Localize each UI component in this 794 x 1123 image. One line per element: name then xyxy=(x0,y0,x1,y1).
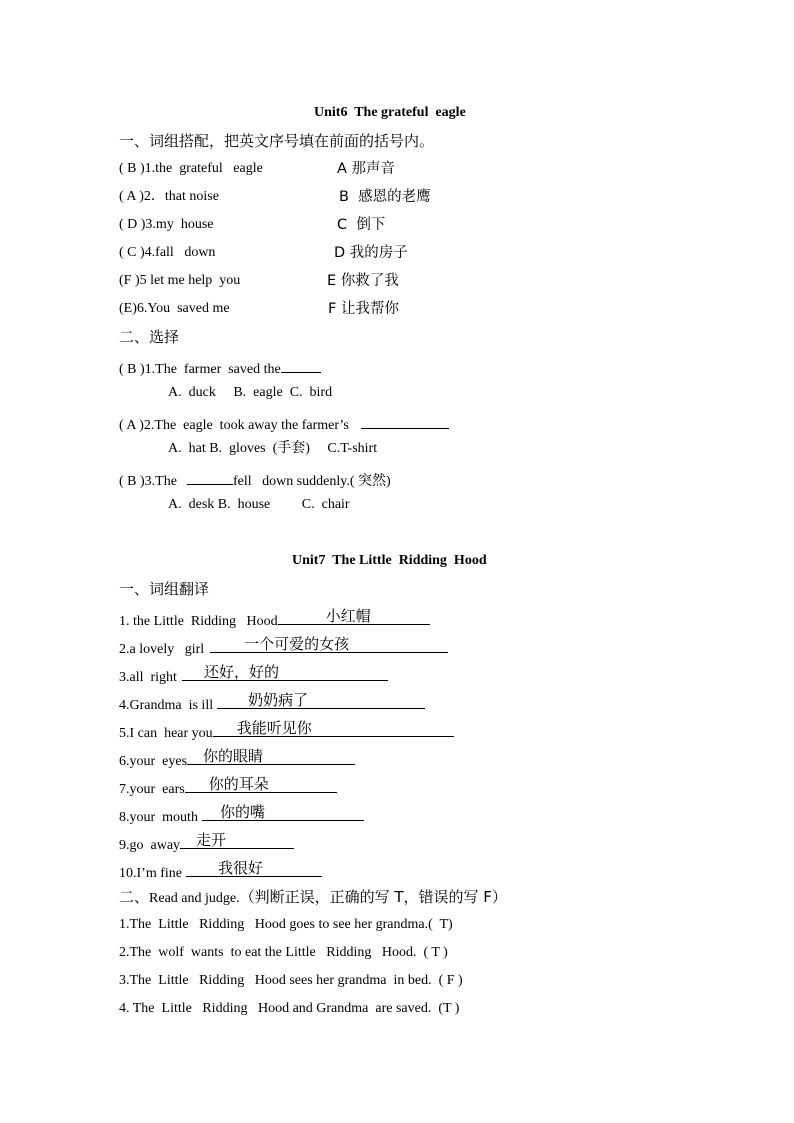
answer-text: 奶奶病了 xyxy=(248,691,309,709)
unit6-choice-q3-pre: ( B )3.The xyxy=(119,474,177,489)
unit7-translate-8 xyxy=(119,803,364,828)
answer-blank xyxy=(213,719,454,737)
unit7-translate-1 xyxy=(119,607,430,632)
answer-text: 你的嘴 xyxy=(219,803,265,821)
phrase-en: 5.I can hear you xyxy=(119,726,213,741)
phrase-en: 7.your ears xyxy=(119,782,185,797)
answer-blank xyxy=(361,411,449,429)
unit6-part1-heading: 一、词组搭配，把英文序号填在前面的括号内。 xyxy=(119,132,435,150)
unit6-choice-q2-options: A. hat B. gloves (手套) C.T-shirt xyxy=(168,441,378,456)
unit7-part1-heading: 一、词组翻译 xyxy=(119,580,210,598)
unit7-judge-1: 1.The Little Ridding Hood goes to see her grandma.( T) xyxy=(119,917,453,932)
answer-text: 小红帽 xyxy=(325,607,371,625)
unit6-match-cn-3: C 倒下 xyxy=(337,217,386,233)
answer-text: 你的耳朵 xyxy=(208,775,269,793)
unit7-translate-7 xyxy=(119,775,337,800)
unit7-judge-3: 3.The Little Ridding Hood sees her grandma in bed. ( F ) xyxy=(119,973,463,988)
unit6-match-cn-4: D 我的房子 xyxy=(334,245,408,261)
answer-blank xyxy=(186,859,322,877)
phrase-en: 6.your eyes xyxy=(119,754,188,769)
unit6-match-en-1: ( B )1.the grateful eagle xyxy=(119,161,263,176)
unit6-choice-q3 xyxy=(119,467,391,492)
answer-blank xyxy=(217,691,425,709)
answer-text: 你的眼睛 xyxy=(203,747,264,765)
unit7-translate-9 xyxy=(119,831,294,856)
unit7-translate-3 xyxy=(119,663,388,688)
unit6-choice-q1-text: ( B )1.The farmer saved the xyxy=(119,362,281,377)
unit6-choice-q3-options: A. desk B. house C. chair xyxy=(168,497,350,512)
answer-blank xyxy=(202,803,364,821)
unit7-judge-4: 4. The Little Ridding Hood and Grandma are saved. (T ) xyxy=(119,1001,460,1016)
unit7-part2-heading xyxy=(119,887,507,909)
unit7-translate-4 xyxy=(119,691,425,716)
answer-text: 我能听见你 xyxy=(236,719,312,737)
answer-blank xyxy=(278,607,430,625)
unit6-choice-q2 xyxy=(119,411,449,436)
answer-blank xyxy=(187,747,355,765)
unit6-match-cn-1: A 那声音 xyxy=(337,161,396,177)
unit7-translate-10 xyxy=(119,859,322,884)
answer-text: 还好，好的 xyxy=(203,663,279,681)
unit6-choice-q2-text: ( A )2.The eagle took away the farmer’s xyxy=(119,418,349,433)
unit7-judge-2: 2.The wolf wants to eat the Little Ridding Hood. ( T ) xyxy=(119,945,448,960)
answer-blank xyxy=(185,775,337,793)
unit6-match-en-5: (F )5 let me help you xyxy=(119,273,241,288)
unit6-match-en-4: ( C )4.fall down xyxy=(119,245,216,260)
unit6-choice-q1 xyxy=(119,355,321,380)
unit7-translate-2 xyxy=(119,635,448,660)
unit7-translate-5 xyxy=(119,719,454,744)
unit6-choice-q3-post: fell down suddenly.( 突然) xyxy=(232,474,391,489)
answer-blank xyxy=(210,635,448,653)
heading-number: 二、 xyxy=(119,888,150,906)
phrase-en: 9.go away xyxy=(119,838,181,853)
phrase-en: 1. the Little Ridding Hood xyxy=(119,614,278,629)
answer-blank xyxy=(281,355,321,373)
unit6-match-cn-2: B 感恩的老鹰 xyxy=(339,189,431,205)
unit6-match-en-3: ( D )3.my house xyxy=(119,217,214,232)
phrase-en: 4.Grandma is ill xyxy=(119,698,214,713)
unit6-match-cn-5: E 你救了我 xyxy=(327,273,399,289)
phrase-en: 10.I’m fine xyxy=(119,866,182,881)
unit7-title: Unit7 The Little Ridding Hood xyxy=(292,553,487,568)
answer-text: 走开 xyxy=(196,831,227,849)
phrase-en: 2.a lovely girl xyxy=(119,642,205,657)
answer-blank xyxy=(180,831,294,849)
phrase-en: 8.your mouth xyxy=(119,810,198,825)
answer-text: 一个可爱的女孩 xyxy=(244,635,350,653)
unit6-part2-heading: 二、选择 xyxy=(119,328,180,346)
answer-blank xyxy=(187,467,233,485)
unit6-match-en-6: (E)6.You saved me xyxy=(119,301,230,316)
heading-note: （判断正误，正确的写 T，错误的写 F） xyxy=(239,888,507,906)
unit7-translate-6 xyxy=(119,747,355,772)
phrase-en: 3.all right xyxy=(119,670,177,685)
unit6-match-cn-6: F 让我帮你 xyxy=(328,301,399,317)
heading-title: Read and judge. xyxy=(149,891,240,906)
unit6-choice-q1-options: A. duck B. eagle C. bird xyxy=(168,385,333,400)
answer-text: 我很好 xyxy=(217,859,263,877)
answer-blank xyxy=(182,663,388,681)
unit6-match-en-2: ( A )2．that noise xyxy=(119,189,219,204)
unit6-title: Unit6 The grateful eagle xyxy=(314,105,466,120)
